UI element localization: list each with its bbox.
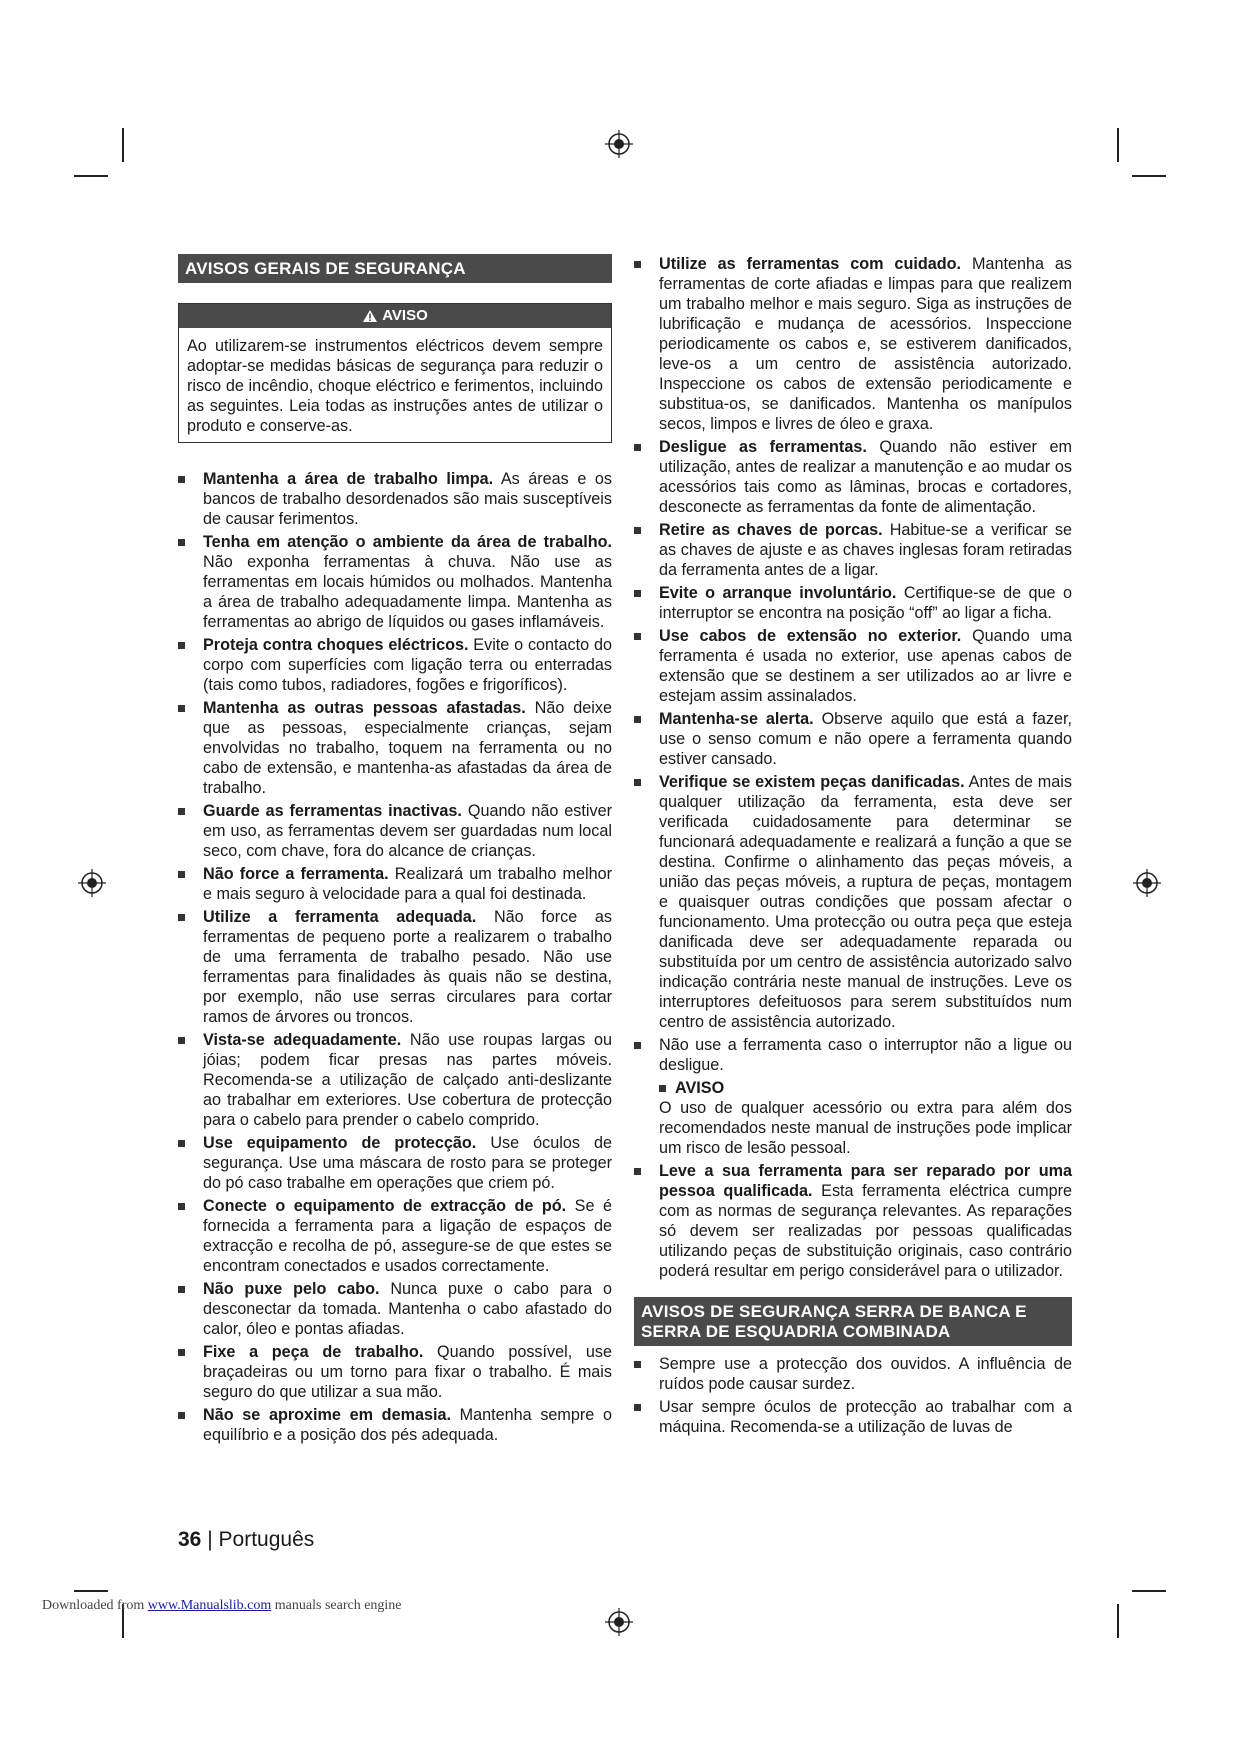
bullet-item — [634, 626, 1072, 706]
bullet-item — [634, 583, 1072, 623]
bullet-item-heading: Vista-se adequadamente. — [203, 1031, 402, 1049]
bullet-item-heading: Guarde as ferramentas inactivas. — [203, 802, 462, 820]
bullet-item — [634, 437, 1072, 517]
bullet-item-text: Observe aquilo que está a fazer, use o senso comum e não opere a ferramenta quando estiver cansado. — [659, 710, 1072, 768]
bullet-item-heading: Use equipamento de protecção. — [203, 1134, 477, 1152]
bullet-item-heading: Retire as chaves de porcas. — [659, 521, 883, 539]
warning-box — [178, 303, 612, 443]
right-bullet-list-c — [634, 1354, 1072, 1437]
bullet-item — [178, 1342, 612, 1402]
bullet-item — [634, 254, 1072, 434]
bullet-item-heading: Mantenha-se alerta. — [659, 710, 814, 728]
left-column — [178, 254, 612, 1448]
crop-mark — [1117, 128, 1119, 162]
crop-mark — [1132, 175, 1166, 177]
bullet-item-heading: Conecte o equipamento de extracção de pó. — [203, 1197, 567, 1215]
bullet-item — [634, 1397, 1072, 1437]
bullet-item-text: Evite o contacto do corpo com superfícies com ligação terra ou enterradas (tais como tubos, radiadores, fogões e frigoríficos). — [203, 636, 612, 694]
bullet-item-text: Não force as ferramentas de pequeno porte a realizarem o trabalho de uma ferramenta de trabalho pesado. Não use ferramentas para finalidades às quais não se destina, por exemplo, não use serras circulares para cortar ramos de árvores ou troncos. — [203, 908, 612, 1026]
bullet-item-heading: Não se aproxime em demasia. — [203, 1406, 451, 1424]
bullet-item-text: Certifique-se de que o interruptor se encontra na posição “off” ao ligar a ficha. — [659, 584, 1073, 622]
bullet-item-text: Sempre use a protecção dos ouvidos. A influência de ruídos pode causar surdez. — [659, 1355, 1072, 1393]
section-title-general-warnings: AVISOS GERAIS DE SEGURANÇA — [178, 254, 612, 283]
bullet-item-heading: Proteja contra choques eléctricos. — [203, 636, 469, 654]
crop-mark — [1117, 1604, 1119, 1638]
aviso-subsection-title: AVISO — [659, 1078, 1072, 1098]
bullet-item-text: Realizará um trabalho melhor e mais seguro à velocidade para a qual foi destinada. — [203, 865, 612, 903]
bullet-item-text: Antes de mais qualquer utilização da ferramenta, esta deve ser verificada cuidadosamente para determinar se funcionará adequadamente e realizará a função a que se destina. Confirme o alinhamento das peças móveis, a união das peças móveis, a ruptura de peças, montagem e quaisquer outras condições que possam afectar o funcionamento. Uma protecção ou outra peça que esteja danificada deve ser adequadamente reparada ou substituída por um centro de assistência autorizado salvo indicação contrária neste manual de instruções. Leve os interruptores defeituosos para serem substituídos num centro de assistência autorizado. — [659, 773, 1072, 1031]
registration-mark-icon — [1133, 869, 1161, 897]
bullet-item — [178, 864, 612, 904]
registration-mark-icon — [605, 130, 633, 158]
bullet-item-text: Quando não estiver em utilização, antes de realizar a manutenção e ao mudar os acessórios tais como as lâminas, brocas e cortadores, desconecte as ferramentas da fonte de alimentação. — [659, 438, 1072, 516]
crop-mark — [74, 175, 108, 177]
right-bullet-list-b — [634, 1161, 1072, 1281]
bullet-item-heading: Não puxe pelo cabo. — [203, 1280, 380, 1298]
bullet-item-heading: Mantenha a área de trabalho limpa. — [203, 470, 494, 488]
registration-mark-icon — [78, 869, 106, 897]
bullet-item — [634, 709, 1072, 769]
bullet-item — [178, 1133, 612, 1193]
bullet-item-text: Mantenha sempre o equilíbrio e a posição dos pés adequada. — [203, 1406, 612, 1444]
page-language: Português — [218, 1528, 315, 1551]
bullet-item-text: Quando uma ferramenta é usada no exterior, use apenas cabos de extensão que se destinem a ser utilizados ao ar livre e estejam assim assinalados. — [659, 627, 1072, 705]
bullet-item — [178, 532, 612, 632]
bullet-item — [178, 1196, 612, 1276]
crop-mark — [122, 128, 124, 162]
bullet-item — [178, 801, 612, 861]
bullet-item — [178, 907, 612, 1027]
bullet-item-text: Use óculos de segurança. Use uma máscara de rosto para se proteger do pó caso trabalhe em operações que criem pó. — [203, 1134, 612, 1192]
manualslib-link[interactable]: www.Manualslib.com — [147, 1598, 272, 1613]
bullet-item-text: Quando possível, use braçadeiras ou um torno para fixar o trabalho. É mais seguro do que utilizar a sua mão. — [203, 1343, 613, 1401]
bullet-item-heading: Mantenha as outras pessoas afastadas. — [203, 699, 526, 717]
bullet-item-text: Não use a ferramenta caso o interruptor não a ligue ou desligue. — [659, 1036, 1072, 1074]
bullet-item-heading: Utilize a ferramenta adequada. — [203, 908, 477, 926]
bullet-item-heading: Evite o arranque involuntário. — [659, 584, 897, 602]
left-bullet-list — [178, 469, 612, 1445]
download-credit-suffix: manuals search engine — [274, 1598, 402, 1613]
bullet-item-heading: Desligue as ferramentas. — [659, 438, 867, 456]
bullet-item-text: Usar sempre óculos de protecção ao trabalhar com a máquina. Recomenda-se a utilização de luvas de — [659, 1398, 1072, 1436]
bullet-item — [634, 772, 1072, 1032]
page-footer — [178, 1528, 314, 1552]
right-column — [634, 254, 1072, 1440]
page-number: 36 — [178, 1528, 202, 1551]
bullet-item-text: As áreas e os bancos de trabalho desordenados são mais susceptíveis de causar ferimentos. — [203, 470, 612, 528]
bullet-item-text: Mantenha as ferramentas de corte afiadas e limpas para que realizem um trabalho melhor e mais seguro. Siga as instruções de lubrificação e mudança de acessórios. Inspeccione periodicamente os cabos e, se estiverem danificados, leve-os a um centro de assistência autorizado. Inspeccione os cabos de extensão periodicamente e substitua-os, se danificados. Mantenha os manípulos secos, limpos e livres de óleo e graxa. — [659, 255, 1072, 433]
warning-box-text: Ao utilizarem-se instrumentos eléctricos devem sempre adoptar-se medidas básicas de segurança para reduzir o risco de incêndio, choque eléctrico e ferimentos, incluindo as seguintes. Leia todas as instruções antes de utilizar o produto e conserve-as. — [187, 337, 603, 435]
bullet-item — [178, 1030, 612, 1130]
warning-box-header — [179, 304, 611, 328]
bullet-item — [634, 1035, 1072, 1075]
bullet-item-heading: Não force a ferramenta. — [203, 865, 389, 883]
bullet-item-text: Não deixe que as pessoas, especialmente crianças, sejam envolvidas no trabalho, toquem na ferramenta ou no cabo de extensão, e mantenha-as afastadas da área de trabalho. — [203, 699, 612, 797]
bullet-item-heading: Verifique se existem peças danificadas. — [659, 773, 965, 791]
bullet-item-heading: Fixe a peça de trabalho. — [203, 1343, 424, 1361]
bullet-item-text: Quando não estiver em uso, as ferramentas devem ser guardadas num local seco, com chave, fora do alcance de crianças. — [203, 802, 612, 860]
download-credit — [42, 1598, 402, 1614]
warning-triangle-icon — [362, 309, 378, 323]
warning-box-title: AVISO — [382, 307, 428, 324]
bullet-item — [178, 1279, 612, 1339]
bullet-item-heading: Use cabos de extensão no exterior. — [659, 627, 962, 645]
bullet-item — [178, 469, 612, 529]
registration-mark-icon — [605, 1608, 633, 1636]
bullet-item-heading: Tenha em atenção o ambiente da área de trabalho. — [203, 533, 612, 551]
aviso-subsection — [634, 1078, 1072, 1158]
bullet-item-text: Habitue-se a verificar se as chaves de ajuste e as chaves inglesas foram retiradas da ferramenta antes de a ligar. — [659, 521, 1072, 579]
bullet-item — [178, 635, 612, 695]
bullet-item-text: Não use roupas largas ou jóias; podem ficar presas nas partes móveis. Recomenda-se a utilização de calçado anti-deslizante ao trabalhar em exteriores. Use cobertura de protecção para o cabelo para prender o cabelo comprido. — [203, 1031, 613, 1129]
bullet-item — [178, 698, 612, 798]
bullet-item-heading: Leve a sua ferramenta para ser reparado por uma pessoa qualificada. — [659, 1162, 1072, 1200]
bullet-item-text: Esta ferramenta eléctrica cumpre com as normas de segurança relevantes. As reparações só devem ser realizadas por pessoas qualificadas utilizando peças de substituição originais, caso contrário poderá resultar em perigo considerável para o utilizador. — [659, 1182, 1072, 1280]
bullet-item — [634, 520, 1072, 580]
bullet-item — [634, 1354, 1072, 1394]
aviso-subsection-text: O uso de qualquer acessório ou extra para além dos recomendados neste manual de instruções pode implicar um risco de lesão pessoal. — [659, 1099, 1072, 1157]
bullet-item-heading: Utilize as ferramentas com cuidado. — [659, 255, 961, 273]
right-bullet-list-a — [634, 254, 1072, 1075]
section-title-saw-warnings: AVISOS DE SEGURANÇA SERRA DE BANCA E SERRA DE ESQUADRIA COMBINADA — [634, 1297, 1072, 1346]
bullet-item-text: Não exponha ferramentas à chuva. Não use as ferramentas em locais húmidos ou molhados. Mantenha a área de trabalho adequadamente limpa. Mantenha as ferramentas ao abrigo de líquidos ou gases inflamáveis. — [203, 553, 612, 631]
download-credit-prefix: Downloaded from — [42, 1598, 145, 1613]
page-footer-separator: | — [207, 1528, 213, 1551]
bullet-item — [634, 1161, 1072, 1281]
crop-mark — [1132, 1590, 1166, 1592]
bullet-item-text: Se é fornecida a ferramenta para a ligação de espaços de extracção e recolha de pó, assegure-se de que estes se encontram conectados e usados correctamente. — [203, 1197, 612, 1275]
crop-mark — [74, 1590, 108, 1592]
bullet-item-text: Nunca puxe o cabo para o desconectar da tomada. Mantenha o cabo afastado do calor, óleo e pontas afiadas. — [203, 1280, 612, 1338]
bullet-item — [178, 1405, 612, 1445]
